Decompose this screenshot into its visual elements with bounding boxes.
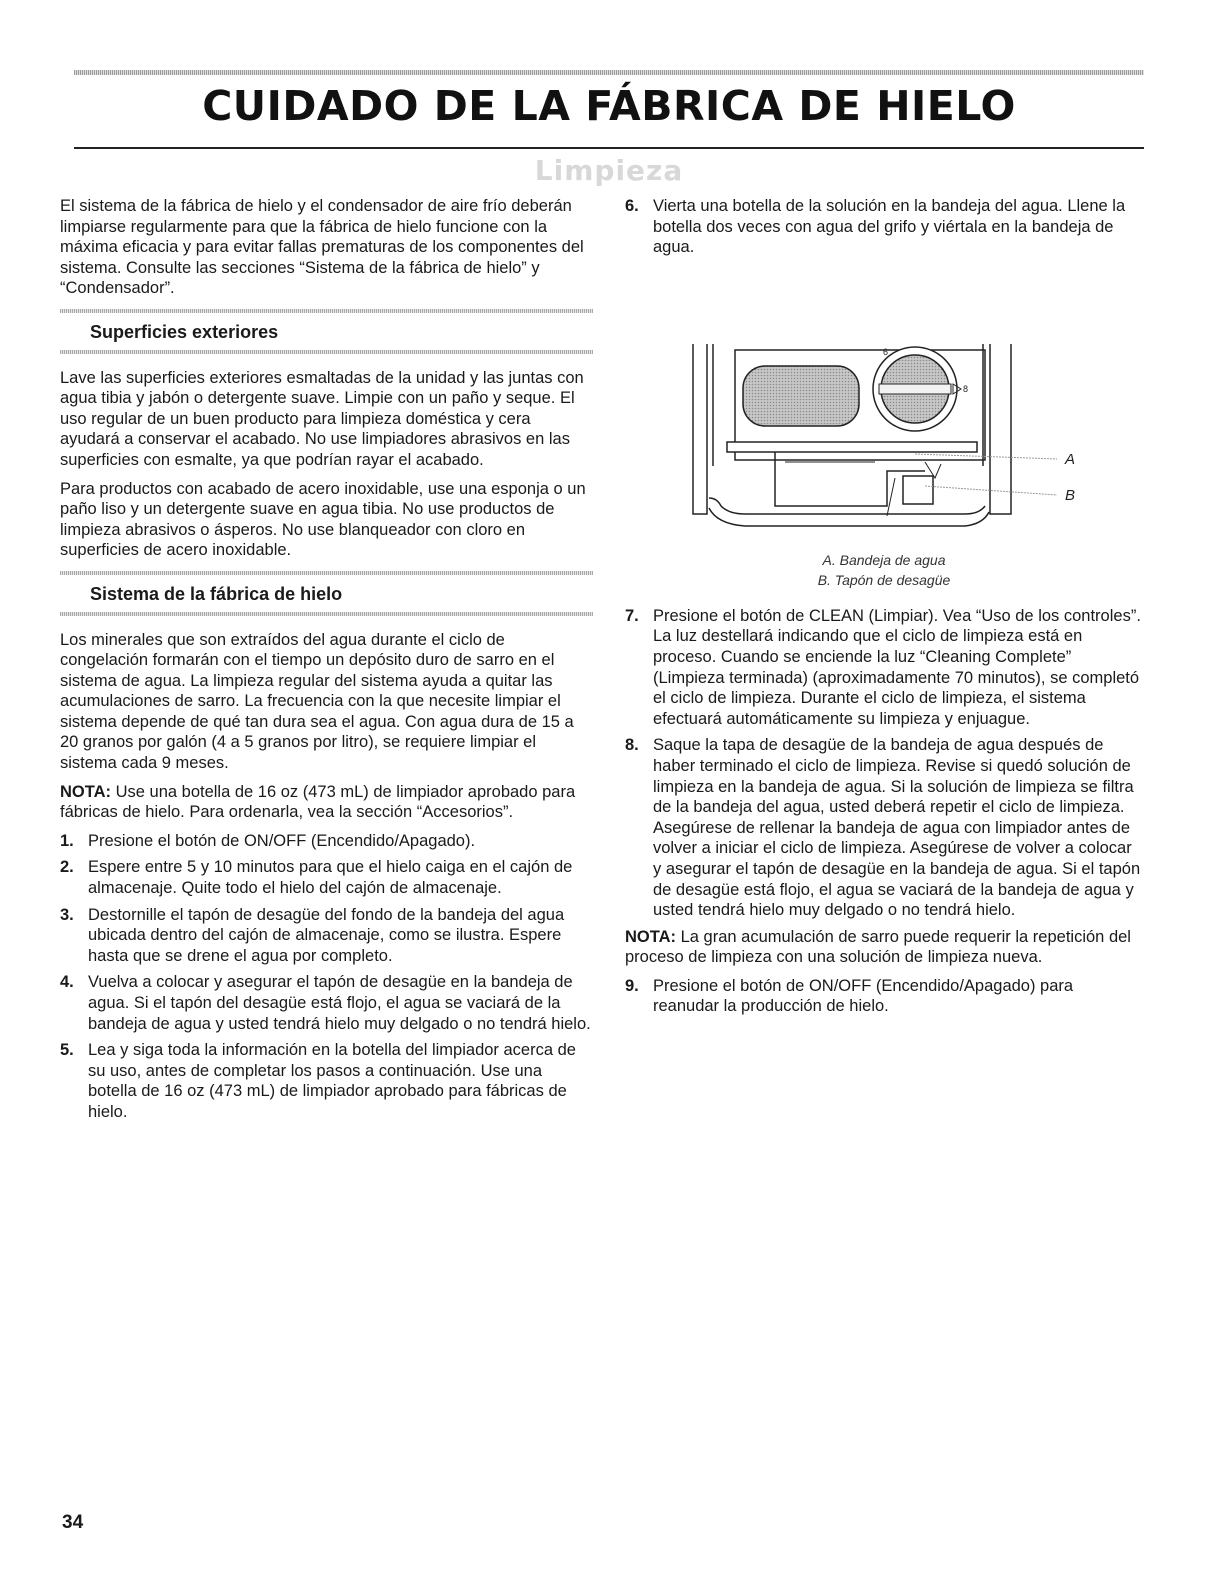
- exterior-heading-block: [60, 309, 593, 354]
- step-item: [625, 976, 1143, 1017]
- top-hatched-rule: [74, 70, 1144, 75]
- exterior-heading: Superficies exteriores: [90, 321, 279, 342]
- callout-a-label: A: [1065, 450, 1076, 468]
- icemaker-paragraph: Los minerales que son extraídos del agua durante el ciclo de congelación formarán con el tiempo un depósito duro de sarro en el sistema de agua. La limpieza regular del sistema ayuda a quitar las acumulaciones de sarro. La frecuencia con la que necesite limpiar el sistema depende de qué tan dura sea el agua. Con agua dura de 15 a 20 granos por galón (4 a 5 granos por litro), se requiere limpiar el sistema cada 9 meses.: [60, 630, 574, 773]
- step-number: 1.: [60, 831, 74, 850]
- icemaker-heading-block: [60, 571, 593, 616]
- step-text: Presione el botón de CLEAN (Limpiar). Vea “Uso de los controles”. La luz destellará indicando que el ciclo de limpieza está en proceso. Cuando se enciende la luz “Cleaning Complete” (Limpieza terminada) (aproximadamente 70 minutos), se completó el ciclo de limpieza. Durante el ciclo de limpieza, el sistema efectuará automáticamente su limpieza y enjuague.: [653, 606, 1141, 728]
- title-rule: [74, 147, 1144, 149]
- figure-caption: [625, 550, 1143, 590]
- step-text: Espere entre 5 y 10 minutos para que el hielo caiga en el cajón de almacenaje. Quite todo el hielo del cajón de almacenaje.: [88, 858, 573, 898]
- exterior-paragraph-2: Para productos con acabado de acero inoxidable, use una esponja o un paño liso y un detergente suave en agua tibia. No use productos de limpieza abrasivos o ásperos. No use blanqueador con cloro en superficies de acero inoxidable.: [60, 479, 586, 560]
- step-text: Destornille el tapón de desagüe del fondo de la bandeja del agua ubicada dentro del cajón de almacenaje, como se ilustra. Espere hasta que se drene el agua por completo.: [88, 905, 565, 965]
- step-text: Saque la tapa de desagüe de la bandeja de agua después de haber terminado el ciclo de limpieza. Revise si quedó solución de limpieza en la bandeja de agua. Si la solución de limpieza se filtra de la bandeja del agua, usted deberá repetir el ciclo de limpieza. Asegúrese de rellenar la bandeja de agua con limpiador antes de volver a iniciar el ciclo de limpieza. Asegúrese de volver a colocar y asegurar el tapón de desagüe en la bandeja de agua. Si el tapón de desagüe está flojo, el agua se vaciará de la bandeja de agua y usted tendrá hielo muy delgado o no tendrá hielo.: [653, 736, 1141, 920]
- caption-a: A. Bandeja de agua: [822, 551, 946, 568]
- step-number: 4.: [60, 973, 74, 992]
- right-column: [625, 196, 1143, 1023]
- callout-b-label: B: [1065, 486, 1076, 504]
- intro-paragraph: El sistema de la fábrica de hielo y el condensador de aire frío deberán limpiarse regularmente para que la fábrica de hielo funcione con la máxima eficacia y para evitar fallas prematuras de los componentes del sistema. Consulte las secciones “Sistema de la fábrica de hielo” y “Condensador”.: [60, 197, 584, 298]
- step-item: [60, 905, 593, 967]
- section-title: Limpieza: [534, 154, 684, 187]
- step-text: Lea y siga toda la información en la botella del limpiador acerca de su uso, antes de completar los pasos a continuación. Use una botella de 16 oz (473 mL) de limpiador aprobado para fábricas de hielo.: [88, 1041, 576, 1121]
- step-item: [60, 857, 593, 898]
- ice-maker-figure: [625, 266, 1143, 546]
- hatched-rule: [60, 612, 593, 616]
- step-item: [625, 735, 1143, 920]
- note-text: La gran acumulación de sarro puede requerir la repetición del proceso de limpieza con una solución de limpieza nueva.: [625, 927, 1131, 967]
- step-text: Presione el botón de ON/OFF (Encendido/Apagado).: [88, 831, 476, 850]
- dial-side-label: 8: [963, 383, 969, 394]
- ice-maker-illustration: [625, 266, 1143, 546]
- step-item: [625, 606, 1143, 730]
- dial-top-label: 6: [883, 346, 889, 357]
- step-item: [625, 196, 1143, 258]
- cleaning-note: [625, 927, 1143, 968]
- step-number: 9.: [625, 976, 639, 995]
- step-item: [60, 972, 593, 1034]
- step-number: 7.: [625, 606, 639, 625]
- note-text: Use una botella de 16 oz (473 mL) de limpiador aprobado para fábricas de hielo. Para ordenarla, vea la sección “Accesorios”.: [60, 782, 576, 822]
- step-number: 3.: [60, 905, 74, 924]
- page-number: 34: [62, 1512, 84, 1533]
- note-label: NOTA:: [625, 927, 677, 946]
- icemaker-heading: Sistema de la fábrica de hielo: [90, 583, 343, 604]
- page-title: CUIDADO DE LA FÁBRICA DE HIELO: [202, 82, 1016, 130]
- step-item: [60, 831, 593, 852]
- step-text: Presione el botón de ON/OFF (Encendido/Apagado) para reanudar la producción de hielo.: [653, 976, 1074, 1016]
- note-label: NOTA:: [60, 782, 112, 801]
- step-text: Vuelva a colocar y asegurar el tapón de desagüe en la bandeja de agua. Si el tapón del desagüe está flojo, el agua se vaciará de la bandeja de agua y usted tendrá hielo muy delgado o no tendrá hielo.: [88, 973, 591, 1033]
- step-item: [60, 1040, 593, 1122]
- hatched-rule: [60, 350, 593, 354]
- left-column: [60, 196, 593, 1129]
- step-number: 2.: [60, 858, 74, 877]
- exterior-paragraph-1: Lave las superficies exteriores esmaltadas de la unidad y las juntas con agua tibia y jabón o detergente suave. Limpie con un paño y seque. El uso regular de un buen producto para limpieza doméstica y cera ayudará a conservar el acabado. No use limpiadores abrasivos en las superficies con esmalte, ya que podrían rayar el acabado.: [60, 368, 584, 469]
- step-number: 5.: [60, 1041, 74, 1060]
- caption-b: B. Tapón de desagüe: [817, 571, 951, 588]
- step-number: 8.: [625, 736, 639, 755]
- step-number: 6.: [625, 197, 639, 215]
- icemaker-note: [60, 782, 593, 823]
- step-text: Vierta una botella de la solución en la bandeja del agua. Llene la botella dos veces con agua del grifo y viértala en la bandeja de agua.: [653, 197, 1126, 257]
